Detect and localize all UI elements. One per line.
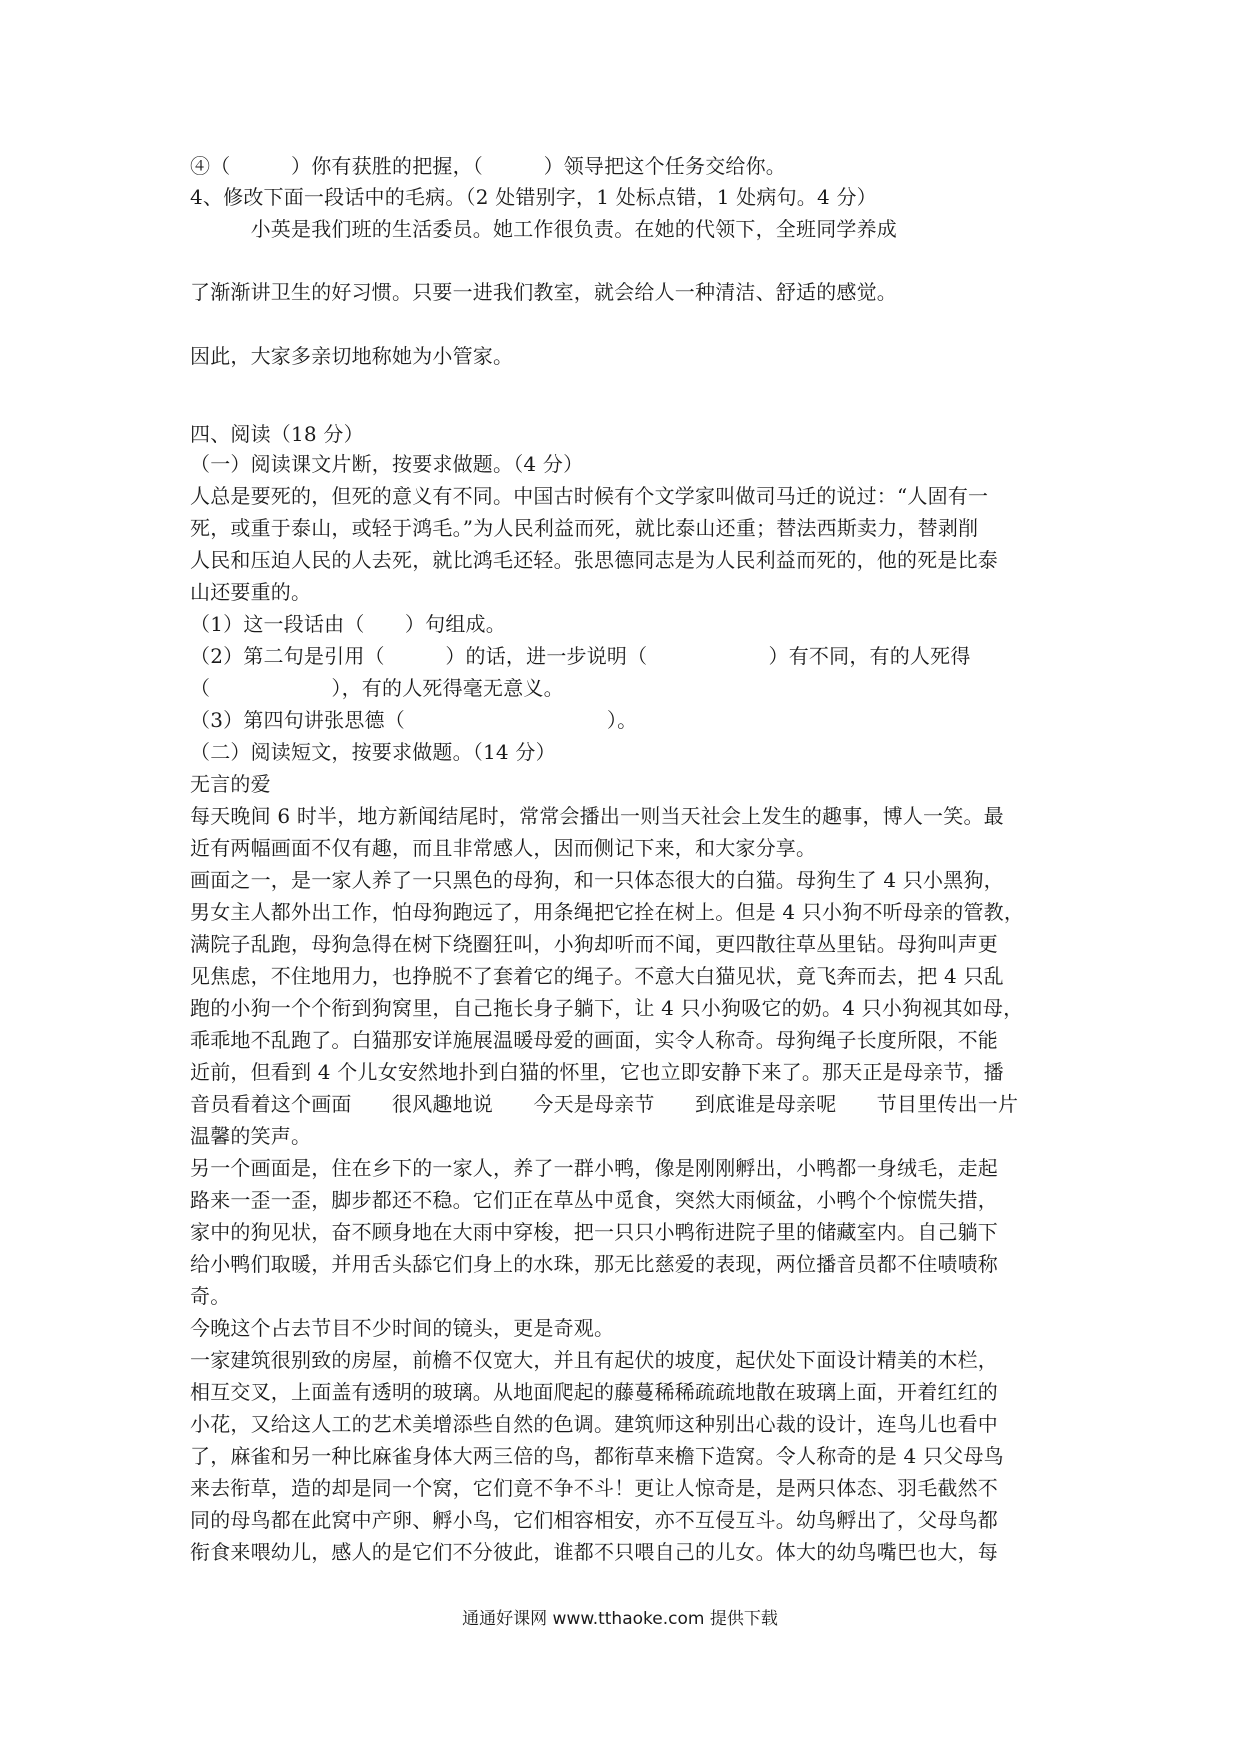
article-line: 近有两幅画面不仅有趣，而且非常感人，因而侧记下来，和大家分享。	[190, 836, 817, 860]
question-line: ④（ ）你有获胜的把握，（ ）领导把这个任务交给你。	[190, 154, 786, 178]
paragraph-line: 小英是我们班的生活委员。她工作很负责。在她的代领下，全班同学养成	[190, 217, 897, 241]
article-line: 音员看着这个画面 很风趣地说 今天是母亲节 到底谁是母亲呢 节目里传出一片	[190, 1092, 1019, 1116]
article-line: 见焦虑，不住地用力，也挣脱不了套着它的绳子。不意大白猫见状，竟飞奔而去，把 4 只乱	[190, 964, 1004, 988]
passage-line: 人民和压迫人民的人去死，就比鸿毛还轻。张思德同志是为人民利益而死的，他的死是比泰	[190, 548, 998, 572]
article-line: 男女主人都外出工作，怕母狗跑远了，用条绳把它拴在树上。但是 4 只小狗不听母亲的管教，	[190, 900, 1025, 924]
article-title: 无言的爱	[190, 772, 271, 796]
question-line: （2）第二句是引用（ ）的话，进一步说明（ ）有不同，有的人死得	[190, 644, 971, 668]
page-footer: 通通好课网 www.tthaoke.com 提供下载	[462, 1609, 778, 1629]
question-heading: 4、修改下面一段话中的毛病。（2 处错别字，1 处标点错，1 处病句。4 分）	[190, 185, 877, 209]
article-line: 跑的小狗一个个衔到狗窝里，自己拖长身子躺下，让 4 只小狗吸它的奶。4 只小狗视其如母，	[190, 996, 1024, 1020]
article-line: 今晚这个占去节目不少时间的镜头，更是奇观。	[190, 1316, 615, 1340]
article-line: 小花，又给这人工的艺术美增添些自然的色调。建筑师这种别出心裁的设计，连鸟儿也看中	[190, 1412, 998, 1436]
passage-line: 人总是要死的，但死的意义有不同。中国古时候有个文学家叫做司马迁的说过：“人固有一	[190, 484, 989, 508]
article-line: 相互交叉，上面盖有透明的玻璃。从地面爬起的藤蔓稀稀疏疏地散在玻璃上面，开着红红的	[190, 1380, 998, 1404]
question-line: （ ），有的人死得毫无意义。	[190, 676, 564, 700]
article-line: 一家建筑很别致的房屋，前檐不仅宽大，并且有起伏的坡度，起伏处下面设计精美的木栏，	[190, 1348, 998, 1372]
article-line: 了，麻雀和另一种比麻雀身体大两三倍的鸟，都衔草来檐下造窝。令人称奇的是 4 只父母鸟	[190, 1444, 1004, 1468]
paragraph-line: 因此，大家多亲切地称她为小管家。	[190, 344, 514, 368]
article-line: 乖乖地不乱跑了。白猫那安详施展温暖母爱的画面，实令人称奇。母狗绳子长度所限，不能	[190, 1028, 998, 1052]
article-line: 另一个画面是，住在乡下的一家人，养了一群小鸭，像是刚刚孵出，小鸭都一身绒毛，走起	[190, 1156, 998, 1180]
paragraph-line: 了渐渐讲卫生的好习惯。只要一进我们教室，就会给人一种清洁、舒适的感觉。	[190, 280, 897, 304]
question-line: （3）第四句讲张思德（ ）。	[190, 708, 638, 732]
article-line: 画面之一，是一家人养了一只黑色的母狗，和一只体态很大的白猫。母狗生了 4 只小黑狗，	[190, 868, 1004, 892]
article-line: 每天晚间 6 时半，地方新闻结尾时，常常会播出一则当天社会上发生的趣事，博人一笑。最	[190, 804, 1004, 828]
section-heading: 四、阅读（18 分）	[190, 422, 364, 446]
question-line: （1）这一段话由（ ）句组成。	[190, 612, 506, 636]
article-line: 近前，但看到 4 个儿女安然地扑到白猫的怀里，它也立即安静下来了。那天正是母亲节，播	[190, 1060, 1004, 1084]
article-line: 家中的狗见状，奋不顾身地在大雨中穿梭，把一只只小鸭衔进院子里的储藏室内。自己躺下	[190, 1220, 998, 1244]
article-line: 来去衔草，造的却是同一个窝，它们竟不争不斗！更让人惊奇是，是两只体态、羽毛截然不	[190, 1476, 998, 1500]
article-line: 奇。	[190, 1284, 231, 1308]
subsection-heading: （二）阅读短文，按要求做题。（14 分）	[190, 740, 556, 764]
article-line: 温馨的笑声。	[190, 1124, 312, 1148]
article-line: 满院子乱跑，母狗急得在树下绕圈狂叫，小狗却听而不闻，更四散往草丛里钻。母狗叫声更	[190, 932, 998, 956]
article-line: 衔食来喂幼儿，感人的是它们不分彼此，谁都不只喂自己的儿女。体大的幼鸟嘴巴也大，每	[190, 1540, 998, 1564]
article-line: 路来一歪一歪，脚步都还不稳。它们正在草丛中觅食，突然大雨倾盆，小鸭个个惊慌失措，	[190, 1188, 998, 1212]
passage-line: 死，或重于泰山，或轻于鸿毛。”为人民利益而死，就比泰山还重；替法西斯卖力，替剥削	[190, 516, 979, 540]
passage-line: 山还要重的。	[190, 580, 312, 604]
article-line: 同的母鸟都在此窝中产卵、孵小鸟，它们相容相安，亦不互侵互斗。幼鸟孵出了，父母鸟都	[190, 1508, 998, 1532]
subsection-heading: （一）阅读课文片断，按要求做题。（4 分）	[190, 452, 584, 476]
article-line: 给小鸭们取暖，并用舌头舔它们身上的水珠，那无比慈爱的表现，两位播音员都不住啧啧称	[190, 1252, 998, 1276]
